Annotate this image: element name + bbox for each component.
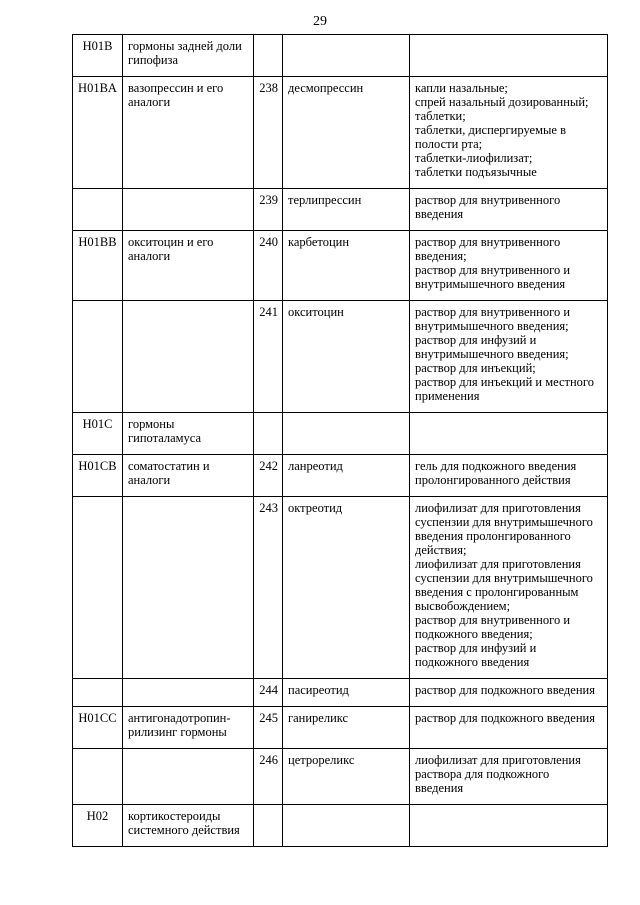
dosage-form-line: раствор для инъекций и местного — [415, 375, 594, 389]
dosage-form-line: лиофилизат для приготовления — [415, 501, 581, 515]
drug-name-cell — [283, 413, 410, 455]
row-number-cell: 245 — [254, 707, 283, 749]
table-row — [73, 413, 608, 455]
dosage-form-line: раствор для внутривенного и — [415, 613, 571, 627]
row-number-cell — [254, 805, 283, 847]
group-name-line: окситоцин и его — [128, 235, 214, 249]
row-number-cell: 242 — [254, 455, 283, 497]
atc-code-cell: H01BA — [73, 77, 123, 189]
dosage-form-line: введения; — [415, 249, 467, 263]
dosage-form-line: раствор для инъекций; — [415, 361, 536, 375]
group-name-line: аналоги — [128, 95, 171, 109]
dosage-form-line: полости рта; — [415, 137, 483, 151]
row-number-cell: 241 — [254, 301, 283, 413]
group-name-cell — [123, 189, 254, 231]
dosage-form-line: подкожного введения; — [415, 627, 533, 641]
group-name-line: аналоги — [128, 473, 171, 487]
drug-name-cell: карбетоцин — [283, 231, 410, 301]
dosage-form-line: применения — [415, 389, 480, 403]
group-name-line: вазопрессин и его — [128, 81, 224, 95]
dosage-forms-cell — [410, 77, 608, 189]
drug-name-cell: десмопрессин — [283, 77, 410, 189]
drug-name-cell — [283, 35, 410, 77]
dosage-form-line: внутримышечного введения; — [415, 319, 569, 333]
group-name-line: аналоги — [128, 249, 171, 263]
row-number-cell: 239 — [254, 189, 283, 231]
dosage-form-line: введения пролонгированного — [415, 529, 571, 543]
drug-name-cell: ганиреликс — [283, 707, 410, 749]
row-number-cell: 238 — [254, 77, 283, 189]
dosage-form-line: раствор для инфузий и — [415, 641, 537, 655]
dosage-forms-cell — [410, 413, 608, 455]
row-number-cell — [254, 413, 283, 455]
drug-name-cell: цетрореликс — [283, 749, 410, 805]
dosage-forms-cell — [410, 805, 608, 847]
table-row — [73, 497, 608, 679]
dosage-form-line: раствора для подкожного — [415, 767, 550, 781]
dosage-forms-cell — [410, 707, 608, 749]
dosage-form-line: спрей назальный дозированный; — [415, 95, 589, 109]
dosage-form-line: раствор для внутривенного и — [415, 263, 571, 277]
dosage-form-line: таблетки, диспергируемые в — [415, 123, 566, 137]
atc-code-cell: H01C — [73, 413, 123, 455]
drug-name-cell — [283, 805, 410, 847]
dosage-forms-cell — [410, 497, 608, 679]
dosage-form-line: действия; — [415, 543, 467, 557]
drug-name-cell: окситоцин — [283, 301, 410, 413]
dosage-forms-cell — [410, 231, 608, 301]
group-name-cell — [123, 805, 254, 847]
row-number-cell: 240 — [254, 231, 283, 301]
group-name-cell — [123, 77, 254, 189]
drug-name-cell: ланреотид — [283, 455, 410, 497]
atc-code-cell: H01CB — [73, 455, 123, 497]
table-row — [73, 749, 608, 805]
atc-code-cell: H01CC — [73, 707, 123, 749]
table-row — [73, 35, 608, 77]
dosage-form-line: раствор для внутривенного и — [415, 305, 571, 319]
dosage-form-line: лиофилизат для приготовления — [415, 753, 581, 767]
atc-code-cell: H01BB — [73, 231, 123, 301]
group-name-line: гормоны — [128, 417, 175, 431]
row-number-cell: 244 — [254, 679, 283, 707]
atc-code-cell — [73, 189, 123, 231]
dosage-forms-cell — [410, 679, 608, 707]
group-name-line: гипоталамуса — [128, 431, 202, 445]
drug-name-cell: октреотид — [283, 497, 410, 679]
dosage-form-line: введения — [415, 781, 464, 795]
group-name-line: рилизинг гормоны — [128, 725, 227, 739]
dosage-form-line: внутримышечного введения; — [415, 347, 569, 361]
dosage-form-line: раствор для инфузий и — [415, 333, 537, 347]
group-name-line: кортикостероиды — [128, 809, 221, 823]
dosage-form-line: раствор для внутривенного — [415, 235, 561, 249]
dosage-form-line: внутримышечного введения — [415, 277, 566, 291]
dosage-forms-cell — [410, 35, 608, 77]
row-number-cell: 243 — [254, 497, 283, 679]
atc-code-cell — [73, 497, 123, 679]
atc-code-cell — [73, 749, 123, 805]
group-name-line: гормоны задней доли — [128, 39, 242, 53]
group-name-line: соматостатин и — [128, 459, 210, 473]
group-name-cell — [123, 231, 254, 301]
group-name-line: антигонадотропин- — [128, 711, 231, 725]
group-name-cell — [123, 455, 254, 497]
dosage-form-line: таблетки; — [415, 109, 466, 123]
row-number-cell — [254, 35, 283, 77]
dosage-forms-cell — [410, 749, 608, 805]
dosage-form-line: капли назальные; — [415, 81, 508, 95]
dosage-form-line: раствор для внутривенного — [415, 193, 561, 207]
atc-code-cell — [73, 679, 123, 707]
dosage-form-line: пролонгированного действия — [415, 473, 571, 487]
atc-code-cell — [73, 301, 123, 413]
drug-name-cell: пасиреотид — [283, 679, 410, 707]
table-row — [73, 301, 608, 413]
group-name-line: гипофиза — [128, 53, 179, 67]
group-name-cell — [123, 497, 254, 679]
table-row — [73, 189, 608, 231]
table-row — [73, 805, 608, 847]
dosage-forms-cell — [410, 189, 608, 231]
dosage-form-line: таблетки подъязычные — [415, 165, 537, 179]
group-name-line: системного действия — [128, 823, 240, 837]
table-row — [73, 231, 608, 301]
atc-code-cell: H01B — [73, 35, 123, 77]
dosage-form-line: подкожного введения — [415, 655, 530, 669]
dosage-form-line: таблетки-лиофилизат; — [415, 151, 533, 165]
dosage-form-line: суспензии для внутримышечного — [415, 515, 593, 529]
dosage-form-line: лиофилизат для приготовления — [415, 557, 581, 571]
atc-code-cell: H02 — [73, 805, 123, 847]
dosage-form-line: гель для подкожного введения — [415, 459, 577, 473]
table-row — [73, 707, 608, 749]
dosage-forms-cell — [410, 301, 608, 413]
group-name-cell — [123, 749, 254, 805]
drug-name-cell: терлипрессин — [283, 189, 410, 231]
group-name-cell — [123, 301, 254, 413]
group-name-cell — [123, 413, 254, 455]
group-name-cell — [123, 707, 254, 749]
dosage-form-line: введения с пролонгированным — [415, 585, 579, 599]
table-row — [73, 679, 608, 707]
dosage-form-line: суспензии для внутримышечного — [415, 571, 593, 585]
table-row — [73, 455, 608, 497]
group-name-cell — [123, 679, 254, 707]
row-number-cell: 246 — [254, 749, 283, 805]
dosage-form-line: раствор для подкожного введения — [415, 711, 595, 725]
dosage-forms-cell — [410, 455, 608, 497]
dosage-form-line: высвобождением; — [415, 599, 511, 613]
drug-table — [72, 34, 608, 847]
dosage-form-line: раствор для подкожного введения — [415, 683, 595, 697]
group-name-cell — [123, 35, 254, 77]
table-row — [73, 77, 608, 189]
page-number: 29 — [313, 14, 327, 29]
dosage-form-line: введения — [415, 207, 464, 221]
